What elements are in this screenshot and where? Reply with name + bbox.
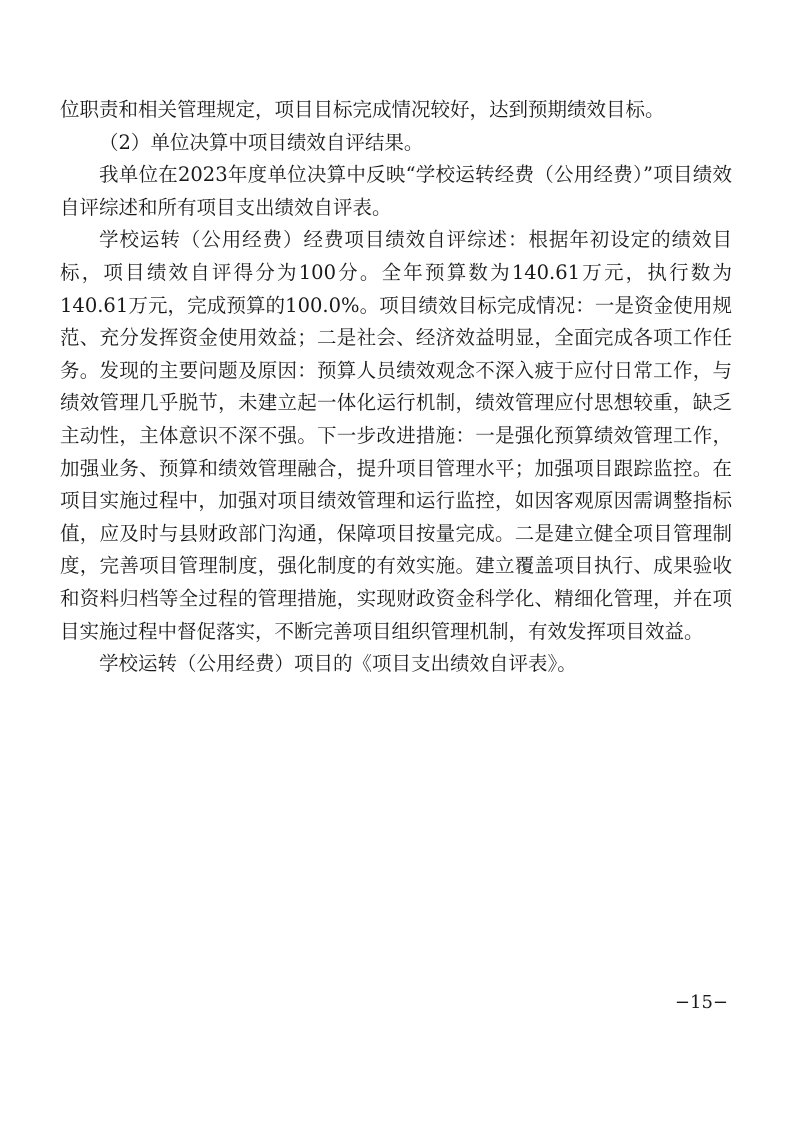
paragraph-table-reference: 学校运转（公用经费）项目的《项目支出绩效自评表》。 — [99, 652, 577, 676]
page-number: −15− — [674, 992, 728, 1013]
paragraph-unit-report: 我单位在2023年度单位决算中反映“学校运转经费（公用经费）”项目绩效自评综述和所有项目支出绩效自评表。 — [60, 163, 732, 219]
paragraph-summary: 学校运转（公用经费）经费项目绩效自评综述：根据年初设定的绩效目标，项目绩效自评得分为100分。全年预算数为140.61万元，执行数为140.61万元，完成预算的100.0%。项目绩效目标完成情况：一是资金使用规范、充分发挥资金使用效益；二是社会、经济效益明显，全面完成各项工作任务。发现的主要问题及原因：预算人员绩效观念不深入疲于应付日常工作，与绩效管理几乎脱节，未建立起一体化运行机制，绩效管理应付思想较重，缺乏主动性，主体意识不深不强。下一步改进措施：一是强化预算绩效管理工作，加强业务、预算和绩效管理融合，提升项目管理水平；加强项目跟踪监控。在项目实施过程中，加强对项目绩效管理和运行监控，如因客观原因需调整指标值，应及时与县财政部门沟通，保障项目按量完成。二是建立健全项目管理制度，完善项目管理制度，强化制度的有效实施。建立覆盖项目执行、成果验收和资料归档等全过程的管理措施，实现财政资金科学化、精细化管理，并在项目实施过程中督促落实，不断完善项目组织管理机制，有效发挥项目效益。 — [60, 228, 732, 643]
document-body — [60, 94, 732, 681]
paragraph-continuation: 位职责和相关管理规定，项目目标完成情况较好，达到预期绩效目标。 — [60, 98, 665, 121]
paragraph-heading-2: （2）单位决算中项目绩效自评结果。 — [99, 130, 424, 154]
